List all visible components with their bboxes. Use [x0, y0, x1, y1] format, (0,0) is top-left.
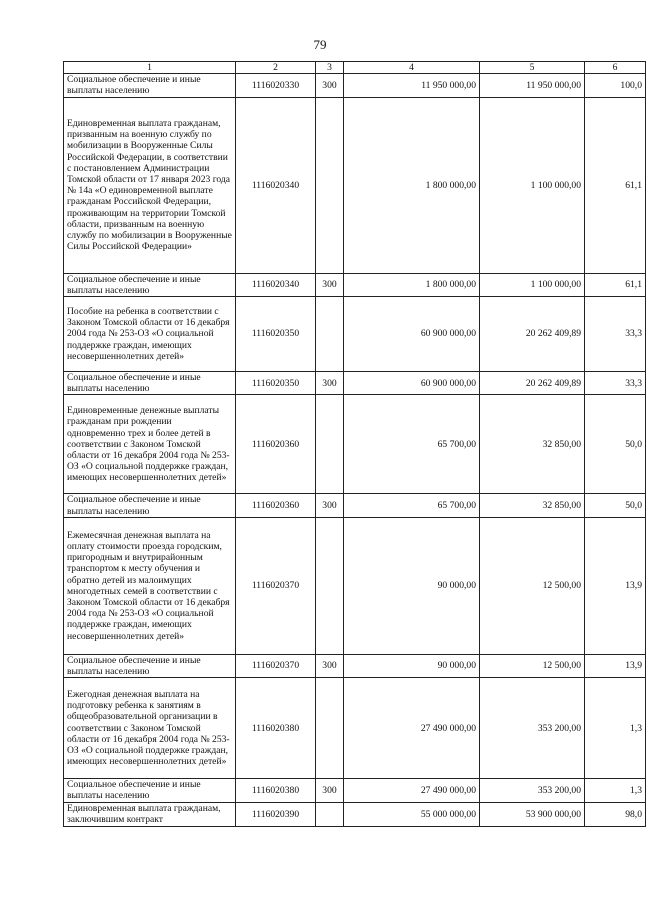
row-fact: 32 850,00 [480, 395, 585, 494]
table-row [64, 372, 646, 395]
table-row [64, 802, 646, 826]
row-percent: 33,3 [585, 372, 646, 395]
page-number: 79 [313, 37, 327, 52]
row-kvr: 300 [316, 779, 344, 802]
row-plan: 55 000 000,00 [344, 802, 480, 826]
table-row [64, 297, 646, 372]
row-percent: 13,9 [585, 517, 646, 654]
row-fact: 1 100 000,00 [480, 273, 585, 296]
column-header: 1 [64, 62, 236, 74]
row-code: 1116020340 [236, 97, 316, 273]
table-row [64, 395, 646, 494]
row-name: Пособие на ребенка в соответствии с Законом Томской области от 16 декабря 2004 года № 253-ОЗ «О социальной поддержке граждан, имеющих несовершеннолетних детей» [64, 297, 236, 372]
row-percent: 50,0 [585, 494, 646, 517]
row-code: 1116020370 [236, 517, 316, 654]
row-code: 1116020380 [236, 678, 316, 779]
row-plan: 60 900 000,00 [344, 297, 480, 372]
row-name: Социальное обеспечение и иные выплаты населению [64, 372, 236, 395]
row-name: Социальное обеспечение и иные выплаты населению [64, 779, 236, 802]
table-row [64, 517, 646, 654]
row-plan: 90 000,00 [344, 654, 480, 677]
row-percent: 50,0 [585, 395, 646, 494]
row-plan: 27 490 000,00 [344, 678, 480, 779]
row-code: 1116020370 [236, 654, 316, 677]
row-name: Ежегодная денежная выплата на подготовку ребенка к занятиям в общеобразовательной организации в соответствии с Законом Томской области от 16 декабря 2004 года № 253-ОЗ «О социальной поддержке граждан, имеющих несовершеннолетних детей» [64, 678, 236, 779]
row-kvr [316, 802, 344, 826]
row-percent: 61,1 [585, 273, 646, 296]
row-plan: 65 700,00 [344, 395, 480, 494]
table-row [64, 779, 646, 802]
row-code: 1116020350 [236, 372, 316, 395]
table-row [64, 654, 646, 677]
row-fact: 353 200,00 [480, 779, 585, 802]
row-code: 1116020360 [236, 494, 316, 517]
column-header-row [64, 62, 646, 74]
row-code: 1116020380 [236, 779, 316, 802]
row-fact: 1 100 000,00 [480, 97, 585, 273]
row-fact: 53 900 000,00 [480, 802, 585, 826]
table-row [64, 678, 646, 779]
row-code: 1116020360 [236, 395, 316, 494]
row-percent: 13,9 [585, 654, 646, 677]
row-kvr: 300 [316, 654, 344, 677]
row-fact: 32 850,00 [480, 494, 585, 517]
row-name: Социальное обеспечение и иные выплаты населению [64, 74, 236, 97]
column-header: 5 [480, 62, 585, 74]
row-name: Социальное обеспечение и иные выплаты населению [64, 273, 236, 296]
row-fact: 12 500,00 [480, 654, 585, 677]
table-row [64, 97, 646, 273]
row-plan: 60 900 000,00 [344, 372, 480, 395]
column-header: 2 [236, 62, 316, 74]
budget-table [63, 61, 646, 827]
row-name: Единовременные денежные выплаты гражданам при рождении одновременно трех и более детей в соответствии с Законом Томской области от 16 декабря 2004 года № 253-ОЗ «О социальной поддержке граждан, имеющих несовершеннолетних детей» [64, 395, 236, 494]
row-plan: 11 950 000,00 [344, 74, 480, 97]
row-fact: 353 200,00 [480, 678, 585, 779]
row-code: 1116020330 [236, 74, 316, 97]
table-row [64, 74, 646, 97]
row-plan: 1 800 000,00 [344, 97, 480, 273]
row-fact: 11 950 000,00 [480, 74, 585, 97]
row-percent: 1,3 [585, 779, 646, 802]
row-percent: 61,1 [585, 97, 646, 273]
column-header: 6 [585, 62, 646, 74]
row-kvr [316, 395, 344, 494]
row-name: Социальное обеспечение и иные выплаты населению [64, 654, 236, 677]
row-plan: 90 000,00 [344, 517, 480, 654]
row-name: Единовременная выплата гражданам, заключившим контракт [64, 802, 236, 826]
row-kvr [316, 297, 344, 372]
row-fact: 12 500,00 [480, 517, 585, 654]
row-percent: 1,3 [585, 678, 646, 779]
table-row [64, 494, 646, 517]
row-percent: 100,0 [585, 74, 646, 97]
row-kvr [316, 97, 344, 273]
row-kvr [316, 517, 344, 654]
row-fact: 20 262 409,89 [480, 372, 585, 395]
column-header: 3 [316, 62, 344, 74]
row-plan: 27 490 000,00 [344, 779, 480, 802]
table-row [64, 273, 646, 296]
row-percent: 98,0 [585, 802, 646, 826]
row-name: Ежемесячная денежная выплата на оплату стоимости проезда городским, пригородным и внутрирайонным транспортом к месту обучения и обратно детей из малоимущих многодетных семей в соответствии с Законом Томской области от 16 декабря 2004 года № 253-ОЗ «О социальной поддержке граждан, имеющих несовершеннолетних детей» [64, 517, 236, 654]
row-code: 1116020350 [236, 297, 316, 372]
row-name: Единовременная выплата гражданам, призванным на военную службу по мобилизации в Вооруженные Силы Российской Федерации, в соответствии с постановлением Администрации Томской области от 17 января 2023 года № 14а «О единовременной выплате гражданам Российской Федерации, проживающим на территории Томской области, призванным на военную службу по мобилизации в Вооруженные Силы Российской Федерации» [64, 97, 236, 273]
row-kvr: 300 [316, 273, 344, 296]
row-code: 1116020340 [236, 273, 316, 296]
row-name: Социальное обеспечение и иные выплаты населению [64, 494, 236, 517]
row-kvr: 300 [316, 74, 344, 97]
row-code: 1116020390 [236, 802, 316, 826]
row-percent: 33,3 [585, 297, 646, 372]
row-kvr [316, 678, 344, 779]
row-plan: 1 800 000,00 [344, 273, 480, 296]
row-kvr: 300 [316, 372, 344, 395]
column-header: 4 [344, 62, 480, 74]
row-plan: 65 700,00 [344, 494, 480, 517]
row-kvr: 300 [316, 494, 344, 517]
row-fact: 20 262 409,89 [480, 297, 585, 372]
